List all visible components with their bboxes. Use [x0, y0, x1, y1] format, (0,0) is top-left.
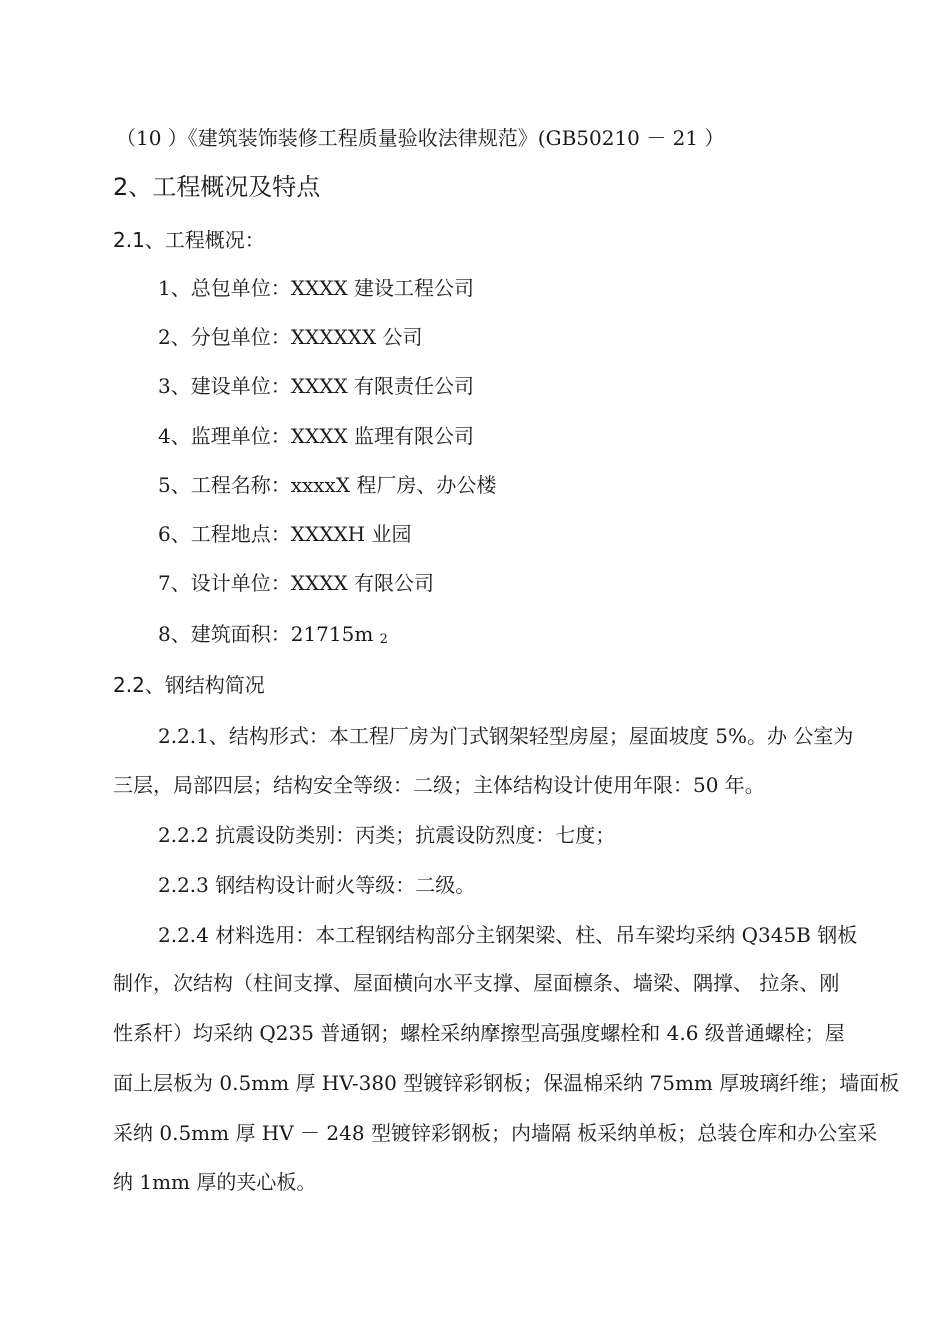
list-item-project-location: 6、工程地点：XXXXH 业园: [158, 522, 412, 546]
area-unit-superscript: 2: [379, 632, 388, 647]
paragraph-2-2-4-line-2: 制作，次结构（柱间支撑、屋面横向水平支撑、屋面檩条、墙梁、隅撑、 拉条、刚: [113, 971, 840, 995]
list-item-subcontractor: 2、分包单位：XXXXXX 公司: [158, 325, 423, 349]
list-item-supervisor: 4、监理单位：XXXX 监理有限公司: [158, 424, 475, 448]
paragraph-2-2-1-line-2: 三层，局部四层；结构安全等级：二级；主体结构设计使用年限：50 年。: [113, 773, 765, 797]
paragraph-2-2-1-line-1: 2.2.1、结构形式：本工程厂房为门式钢架轻型房屋；屋面坡度 5%。办 公室为: [158, 724, 854, 748]
paragraph-2-2-4-line-6: 纳 1mm 厚的夹心板。: [113, 1170, 317, 1194]
section-2-2-heading: 2.2、钢结构简况: [113, 673, 265, 697]
paragraph-2-2-4-line-1: 2.2.4 材料选用：本工程钢结构部分主钢架梁、柱、吊车梁均采纳 Q345B 钢板: [158, 923, 858, 947]
section-2-heading: 2、工程概况及特点: [113, 173, 321, 201]
building-area-text: 8、建筑面积：21715m: [158, 622, 380, 646]
paragraph-2-2-4-line-5: 采纳 0.5mm 厚 HV － 248 型镀锌彩钢板；内墙隔 板采纳单板；总装仓库和办公室采: [113, 1121, 878, 1145]
paragraph-2-2-3: 2.2.3 钢结构设计耐火等级：二级。: [158, 873, 476, 897]
paragraph-2-2-2: 2.2.2 抗震设防类别：丙类；抗震设防烈度：七度；: [158, 823, 616, 847]
list-item-designer: 7、设计单位：XXXX 有限公司: [158, 571, 435, 595]
list-item-owner: 3、建设单位：XXXX 有限责任公司: [158, 374, 475, 398]
reference-item-10: （10 ）《建筑装饰装修工程质量验收法律规范》(GB50210 － 21 ）: [116, 126, 725, 150]
section-2-1-heading: 2.1、工程概况：: [113, 228, 265, 252]
list-item-project-name: 5、工程名称：xxxxX 程厂房、办公楼: [158, 473, 497, 497]
paragraph-2-2-4-line-4: 面上层板为 0.5mm 厚 HV-380 型镀锌彩钢板；保温棉采纳 75mm 厚玻璃纤维；墙面板: [113, 1071, 900, 1095]
paragraph-2-2-4-line-3: 性系杆）均采纳 Q235 普通钢；螺栓采纳摩擦型高强度螺栓和 4.6 级普通螺栓；屋: [113, 1021, 845, 1045]
list-item-general-contractor: 1、总包单位：XXXX 建设工程公司: [158, 276, 475, 300]
list-item-building-area: [158, 620, 388, 654]
